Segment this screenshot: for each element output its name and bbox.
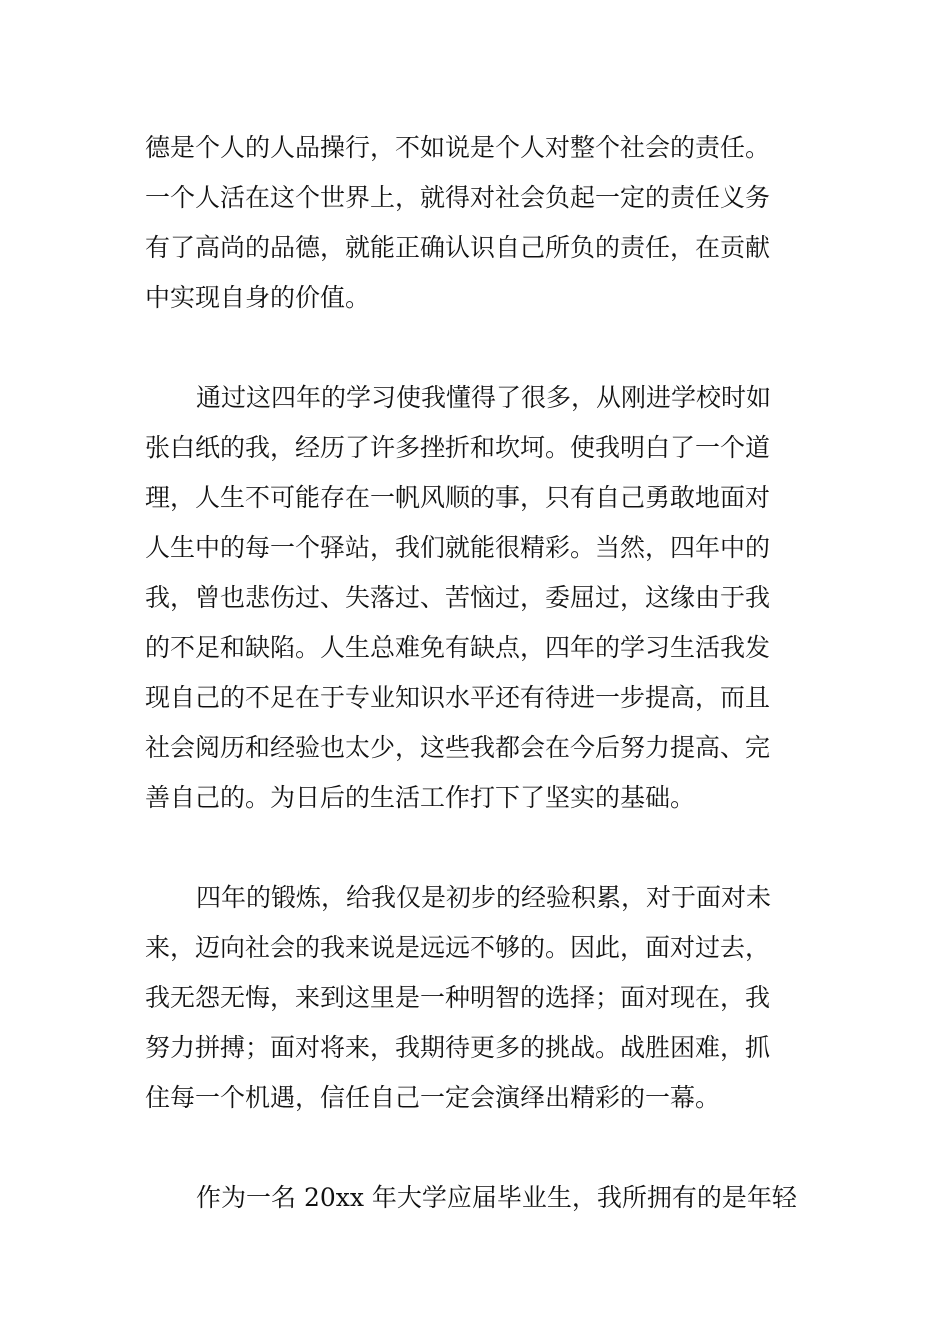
paragraph-line: 张白纸的我，经历了许多挫折和坎坷。使我明白了一个道 (145, 433, 771, 462)
paragraph-line: 我无怨无悔，来到这里是一种明智的选择；面对现在，我 (145, 983, 771, 1012)
paragraph-line: 我，曾也悲伤过、失落过、苦恼过，委屈过，这缘由于我 (145, 583, 771, 612)
paragraph-line: 德是个人的人品操行，不如说是个人对整个社会的责任。 (145, 133, 771, 162)
paragraph-line: 来，迈向社会的我来说是远远不够的。因此，面对过去， (145, 933, 771, 962)
paragraph-first-line: 四年的锻炼，给我仅是初步的经验积累，对于面对未 (196, 883, 772, 912)
paragraph-line: 的不足和缺陷。人生总难免有缺点，四年的学习生活我发 (145, 633, 771, 662)
paragraph-line: 人生中的每一个驿站，我们就能很精彩。当然，四年中的 (145, 533, 771, 562)
paragraph-line: 社会阅历和经验也太少，这些我都会在今后努力提高、完 (145, 733, 771, 762)
paragraph-line: 现自己的不足在于专业知识水平还有待进一步提高，而且 (145, 683, 771, 712)
paragraph-line: 一个人活在这个世界上，就得对社会负起一定的责任义务 (145, 183, 771, 212)
paragraph-line: 有了高尚的品德，就能正确认识自己所负的责任，在贡献 (145, 233, 771, 262)
paragraph-line: 善自己的。为日后的生活工作打下了坚实的基础。 (145, 783, 696, 812)
paragraph-first-line: 作为一名 20xx 年大学应届毕业生，我所拥有的是年轻 (196, 1183, 797, 1212)
paragraph-first-line: 通过这四年的学习使我懂得了很多，从刚进学校时如 (196, 383, 772, 412)
paragraph-line: 理，人生不可能存在一帆风顺的事，只有自己勇敢地面对 (145, 483, 771, 512)
paragraph-line: 住每一个机遇，信任自己一定会演绎出精彩的一幕。 (145, 1083, 721, 1112)
paragraph-line: 中实现自身的价值。 (145, 283, 371, 312)
paragraph-line: 努力拼搏；面对将来，我期待更多的挑战。战胜困难，抓 (145, 1033, 771, 1062)
